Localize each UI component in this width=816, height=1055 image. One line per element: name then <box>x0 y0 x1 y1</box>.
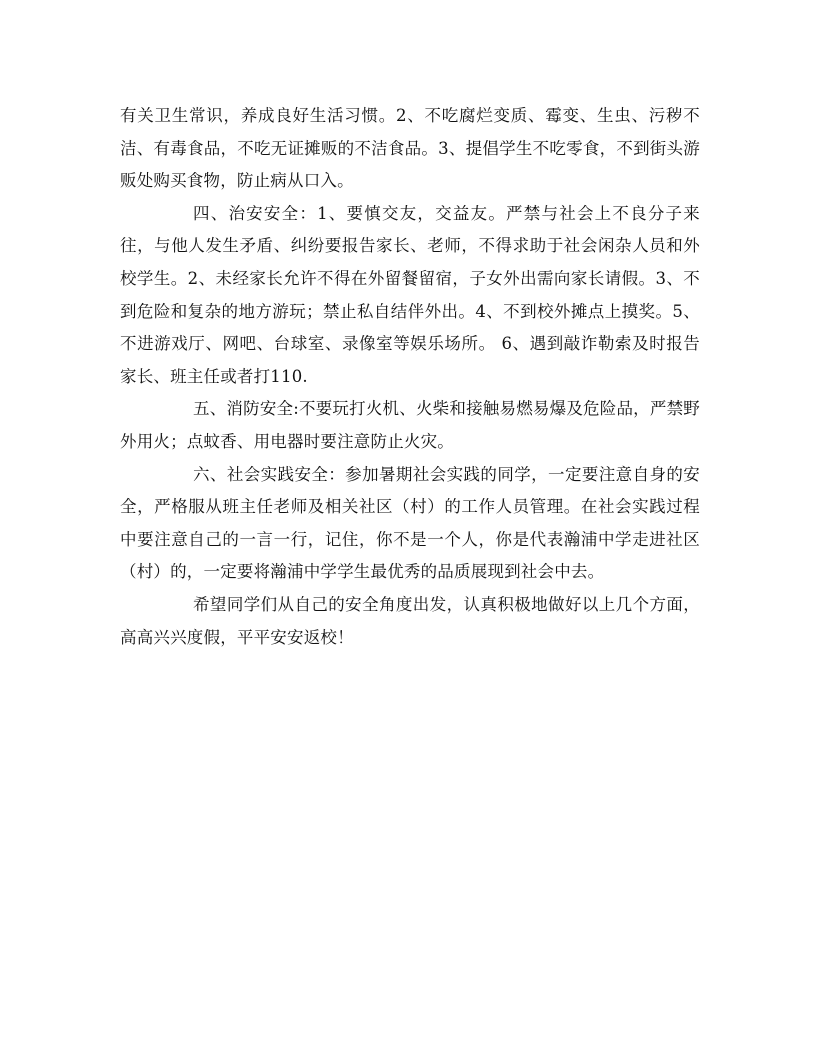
paragraph-hygiene-continuation: 有关卫生常识，养成良好生活习惯。2、不吃腐烂变质、霉变、生虫、污秽不洁、有毒食品，不吃无证摊贩的不洁食品。3、提倡学生不吃零食，不到街头游贩处购买食物，防止病从口入。 <box>120 106 700 191</box>
paragraph-fire-safety: 五、消防安全:不要玩打火机、火柴和接触易燃易爆及危险品，严禁野外用火；点蚊香、用电器时要注意防止火灾。 <box>120 399 700 451</box>
paragraph-public-security: 四、治安安全：1、要慎交友，交益友。严禁与社会上不良分子来往，与他人发生矛盾、纠纷要报告家长、老师，不得求助于社会闲杂人员和外校学生。2、未经家长允许不得在外留餐留宿，子女外出需向家长请假。3、不到危险和复杂的地方游玩；禁止私自结伴外出。4、不到校外摊点上摸奖。5、不进游戏厅、网吧、台球室、录像室等娱乐场所。 6、遇到敲诈勒索及时报告家长、班主任或者打110. <box>120 203 700 386</box>
paragraph-social-practice: 六、社会实践安全：参加暑期社会实践的同学，一定要注意自身的安全，严格服从班主任老师及相关社区（村）的工作人员管理。在社会实践过程中要注意自己的一言一行，记住，你不是一个人，你是代表瀚浦中学走进社区（村）的，一定要将瀚浦中学学生最优秀的品质展现到社会中去。 <box>120 464 700 582</box>
paragraph-closing-wish: 希望同学们从自己的安全角度出发，认真积极地做好以上几个方面，高高兴兴度假，平平安安返校！ <box>120 594 700 647</box>
document-body <box>120 100 700 654</box>
